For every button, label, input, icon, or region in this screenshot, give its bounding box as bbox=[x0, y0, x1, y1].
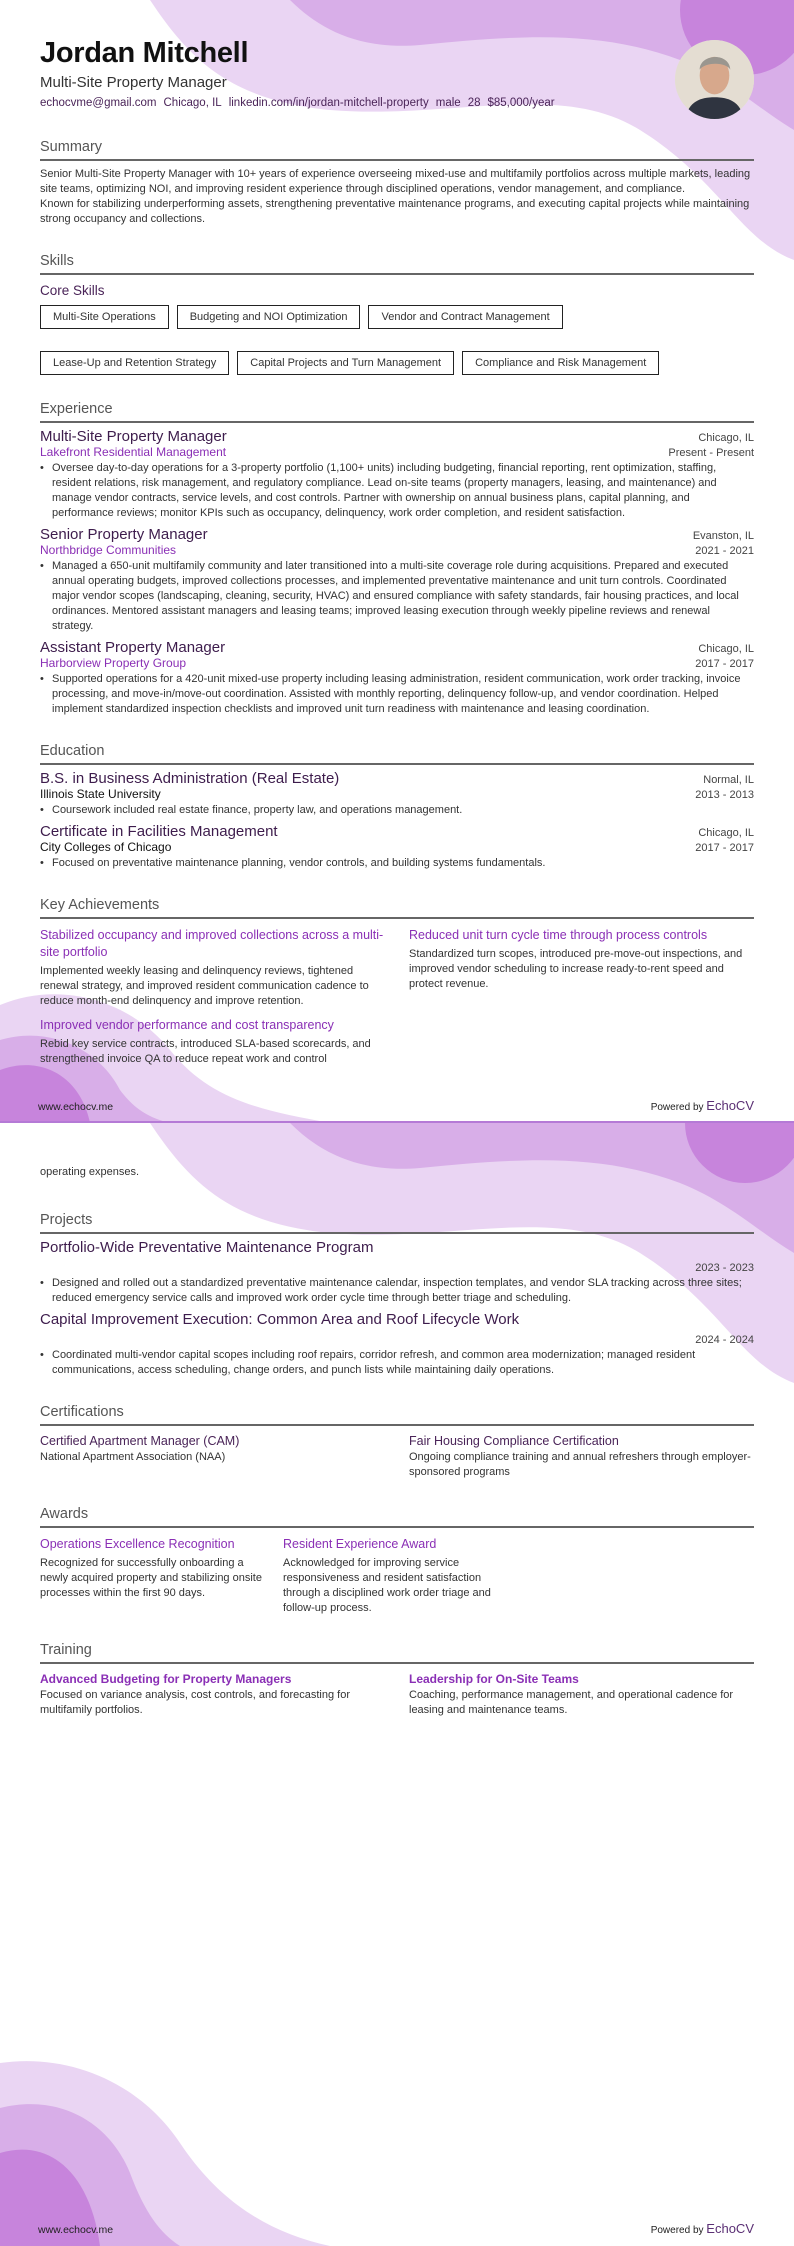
achievement-title: Reduced unit turn cycle time through process controls bbox=[409, 928, 708, 942]
skill-chip: Vendor and Contract Management bbox=[368, 305, 562, 329]
skills-list bbox=[40, 305, 754, 375]
education-bullet: • Focused on preventative maintenance planning, vendor controls, and building systems fundamentals. bbox=[40, 856, 754, 871]
award-title: Resident Experience Award bbox=[283, 1537, 437, 1551]
school-location: Normal, IL bbox=[703, 774, 754, 786]
school-name: City Colleges of Chicago bbox=[40, 840, 172, 854]
award-description: Recognized for successfully onboarding a newly acquired property and stabilizing onsite processes within the first 90 days. bbox=[40, 1557, 262, 1599]
job-location: Evanston, IL bbox=[692, 530, 754, 542]
skill-chip: Compliance and Risk Management bbox=[462, 351, 659, 375]
contact-location: Chicago, IL bbox=[163, 97, 222, 109]
job-location: Chicago, IL bbox=[698, 643, 754, 655]
job-bullet: • Managed a 650-unit multifamily community and later transitioned into a multi-site coverage role during acquisitions. Prepared and executed annual operating budgets, improved collections processes, and implemented preventative maintenance and unit turn controls. Coordinated major vendor scopes (landscaping, cleaning, security, HVAC) and ensured compliance with safety standards, fair housing practices, and local ordinances. Mentored assistant managers and leasing teams; improved leasing execution through weekly pipeline reviews and renewal strategy. bbox=[40, 559, 754, 634]
section-heading-training: Training bbox=[40, 1642, 754, 1664]
section-heading-education: Education bbox=[40, 743, 754, 765]
brand-logo: EchoCV bbox=[706, 1098, 754, 1113]
education-dates: 2013 - 2013 bbox=[695, 789, 754, 801]
project-dates: 2023 - 2023 bbox=[695, 1262, 754, 1274]
achievements-grid bbox=[40, 919, 754, 1067]
experience-entry bbox=[40, 526, 754, 634]
brand-logo: EchoCV bbox=[706, 2221, 754, 2236]
achievement-description-continued: operating expenses. bbox=[40, 1166, 140, 1178]
skills-group-title: Core Skills bbox=[40, 283, 105, 298]
degree-title: Certificate in Facilities Management bbox=[40, 823, 278, 840]
project-entry bbox=[40, 1311, 754, 1378]
powered-by-label: Powered by bbox=[650, 2225, 704, 2236]
company-name: Harborview Property Group bbox=[40, 656, 187, 670]
section-heading-experience: Experience bbox=[40, 401, 754, 423]
experience-entry bbox=[40, 428, 754, 521]
section-heading-certifications: Certifications bbox=[40, 1404, 754, 1426]
project-bullet: • Coordinated multi-vendor capital scopes including roof repairs, corridor refresh, and common area modernization; managed resident communications, access scheduling, change orders, and punch lists while maintaining daily operations. bbox=[40, 1348, 754, 1378]
achievement-title: Improved vendor performance and cost transparency bbox=[40, 1018, 334, 1032]
school-name: Illinois State University bbox=[40, 787, 161, 801]
skill-chip: Capital Projects and Turn Management bbox=[237, 351, 454, 375]
job-title: Multi-Site Property Manager bbox=[40, 428, 227, 445]
section-heading-summary: Summary bbox=[40, 139, 754, 161]
job-location: Chicago, IL bbox=[698, 432, 754, 444]
section-heading-projects: Projects bbox=[40, 1212, 754, 1234]
education-entry bbox=[40, 770, 754, 818]
training-title: Leadership for On-Site Teams bbox=[409, 1672, 579, 1686]
skill-chip: Budgeting and NOI Optimization bbox=[177, 305, 361, 329]
job-dates: 2017 - 2017 bbox=[695, 658, 754, 670]
section-heading-achievements: Key Achievements bbox=[40, 897, 754, 919]
section-heading-skills: Skills bbox=[40, 253, 754, 275]
certification-issuer: Ongoing compliance training and annual refreshers through employer-sponsored programs bbox=[409, 1451, 751, 1478]
contact-linkedin[interactable]: linkedin.com/in/jordan-mitchell-property bbox=[228, 97, 429, 109]
education-dates: 2017 - 2017 bbox=[695, 842, 754, 854]
certification-issuer: National Apartment Association (NAA) bbox=[40, 1451, 226, 1463]
education-bullet: • Coursework included real estate finance, property law, and operations management. bbox=[40, 803, 754, 818]
project-title: Portfolio-Wide Preventative Maintenance Program bbox=[40, 1239, 374, 1256]
resume-page-2 bbox=[0, 1123, 794, 2246]
award-description: Acknowledged for improving service responsiveness and resident satisfaction through a disciplined work order triage and follow-up process. bbox=[283, 1557, 491, 1614]
achievement-description: Rebid key service contracts, introduced SLA-based scorecards, and strengthened invoice QA to reduce repeat work and control bbox=[40, 1038, 371, 1065]
training-description: Coaching, performance management, and operational cadence for leasing and maintenance teams. bbox=[409, 1689, 734, 1716]
education-entry bbox=[40, 823, 754, 871]
page-footer bbox=[38, 2221, 754, 2242]
footer-powered-by[interactable] bbox=[651, 2221, 754, 2242]
page-footer bbox=[38, 1098, 754, 1119]
section-heading-awards: Awards bbox=[40, 1506, 754, 1528]
company-name: Lakefront Residential Management bbox=[40, 445, 227, 459]
project-bullet: • Designed and rolled out a standardized preventative maintenance calendar, inspection templates, and vendor SLA tracking across three sites; reduced emergency service calls and improved work order cycle time through better triage and scheduling. bbox=[40, 1276, 754, 1306]
powered-by-label: Powered by bbox=[650, 1102, 704, 1113]
contact-age: 28 bbox=[467, 97, 481, 109]
job-dates: 2021 - 2021 bbox=[695, 545, 754, 557]
footer-site-link[interactable]: www.echocv.me bbox=[38, 1101, 114, 1113]
certification-title: Certified Apartment Manager (CAM) bbox=[40, 1434, 240, 1448]
job-bullet: • Supported operations for a 420-unit mixed-use property including leasing administration, resident communication, work order tracking, invoice processing, and move-in/move-out coordination. Assisted with monthly reporting, delinquency follow-up, and vendor coordination. Helped implement standardized inspection checklists and improved unit turn readiness with maintenance and leasing coordination. bbox=[40, 672, 754, 717]
achievement-description: Standardized turn scopes, introduced pre-move-out inspections, and improved vendor scheduling to increase ready-to-rent speed and protect revenue. bbox=[409, 948, 743, 990]
contact-salary: $85,000/year bbox=[487, 97, 555, 109]
company-name: Northbridge Communities bbox=[40, 543, 177, 557]
project-entry bbox=[40, 1239, 754, 1306]
school-location: Chicago, IL bbox=[698, 827, 754, 839]
skill-chip: Multi-Site Operations bbox=[40, 305, 169, 329]
achievement-description: Implemented weekly leasing and delinquency reviews, tightened renewal strategy, and improved resident communication cadence to reduce month-end delinquency and improve retention. bbox=[40, 965, 369, 1007]
job-title: Assistant Property Manager bbox=[40, 639, 226, 656]
certification-title: Fair Housing Compliance Certification bbox=[409, 1434, 619, 1448]
job-title: Senior Property Manager bbox=[40, 526, 208, 543]
project-title: Capital Improvement Execution: Common Area and Roof Lifecycle Work bbox=[40, 1311, 520, 1328]
contact-line bbox=[40, 97, 754, 109]
degree-title: B.S. in Business Administration (Real Estate) bbox=[40, 770, 340, 787]
contact-gender: male bbox=[435, 97, 461, 109]
skill-chip: Lease-Up and Retention Strategy bbox=[40, 351, 229, 375]
contact-email[interactable]: echocvme@gmail.com bbox=[40, 97, 157, 109]
award-title: Operations Excellence Recognition bbox=[40, 1537, 235, 1551]
project-dates: 2024 - 2024 bbox=[695, 1334, 754, 1346]
footer-site-link[interactable]: www.echocv.me bbox=[38, 2224, 114, 2236]
avatar bbox=[675, 40, 754, 119]
candidate-name: Jordan Mitchell bbox=[40, 37, 249, 69]
job-bullet: • Oversee day-to-day operations for a 3-property portfolio (1,100+ units) including budgeting, financial reporting, rent optimization, staffing, resident relations, risk management, and regulatory compliance. Lead on-site teams (property managers, leasing, and maintenance) and manage vendor contracts, service levels, and cost controls. Partner with ownership on annual business plans, capital planning, and performance reviews; monitor KPIs such as occupancy, delinquency, work order completion, and resident satisfaction. bbox=[40, 461, 754, 521]
candidate-title: Multi-Site Property Manager bbox=[40, 74, 227, 91]
job-dates: Present - Present bbox=[668, 447, 754, 459]
page-divider bbox=[0, 1121, 794, 1123]
training-title: Advanced Budgeting for Property Managers bbox=[40, 1672, 292, 1686]
footer-powered-by[interactable] bbox=[651, 1098, 754, 1119]
training-description: Focused on variance analysis, cost controls, and forecasting for multifamily portfolios. bbox=[40, 1689, 350, 1716]
summary-paragraph: Senior Multi-Site Property Manager with 10+ years of experience overseeing mixed-use and multifamily portfolios across multiple markets, leading site teams, optimizing NOI, and improving resident experience through disciplined operations, vendor management, and compliance. bbox=[40, 168, 751, 195]
experience-entry bbox=[40, 639, 754, 717]
achievement-title: Stabilized occupancy and improved collections across a multi-site portfolio bbox=[40, 928, 384, 959]
summary-paragraph: Known for stabilizing underperforming assets, strengthening preventative maintenance programs, and executing capital projects while maintaining strong occupancy and collections. bbox=[40, 198, 750, 225]
